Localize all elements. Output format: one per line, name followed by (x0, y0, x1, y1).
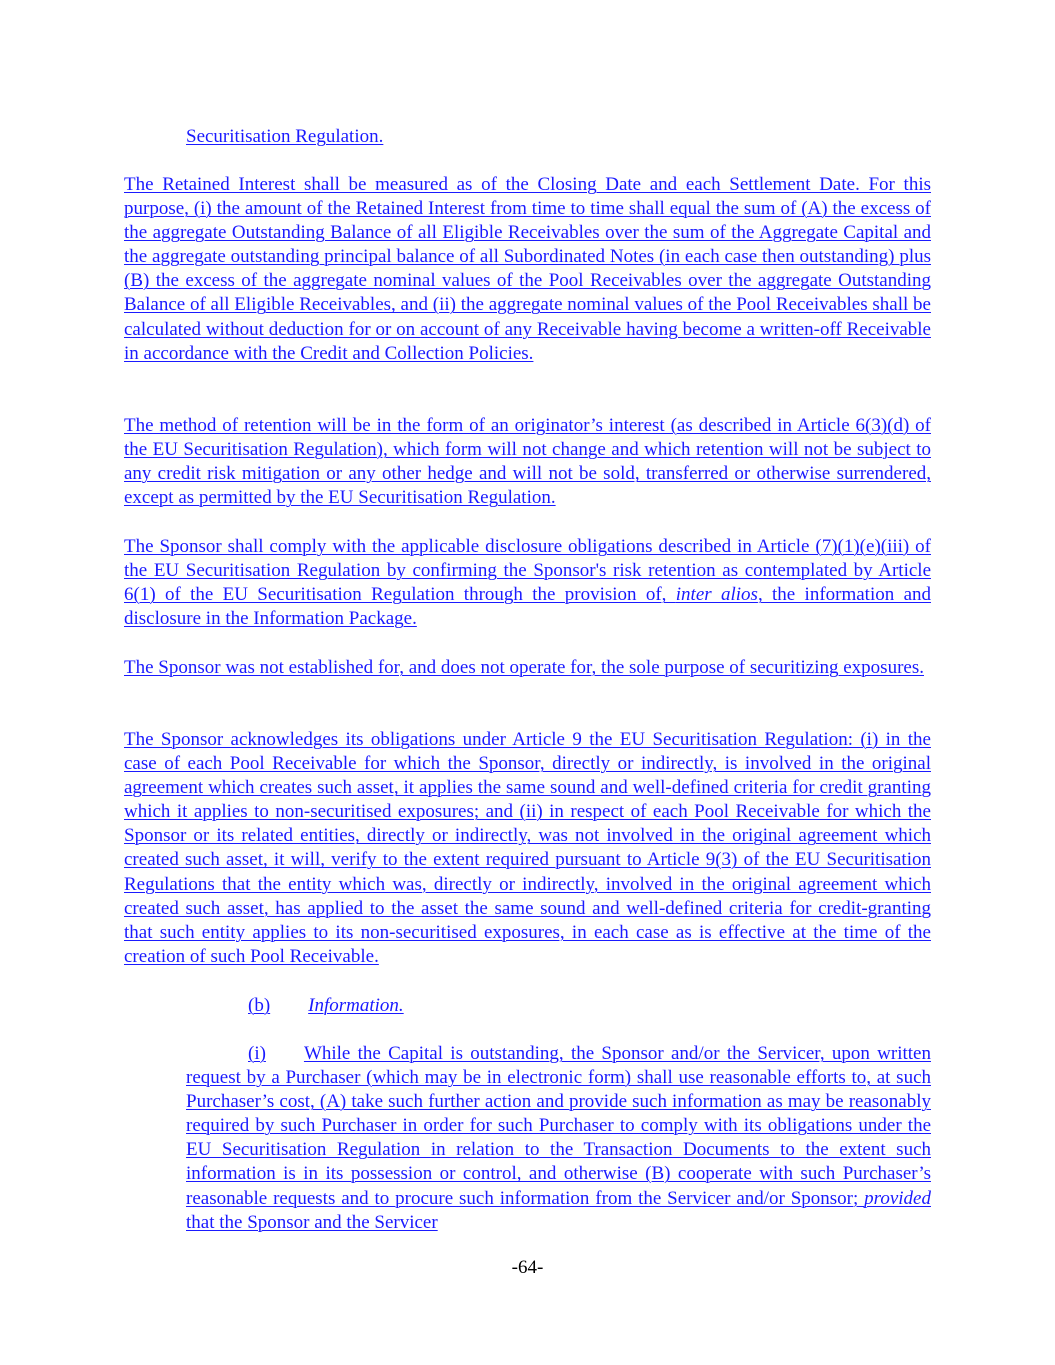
paragraph-italic-text: inter alios (675, 584, 758, 606)
paragraph-securitisation-regulation (186, 125, 931, 149)
section-title: Information. (308, 995, 404, 1016)
paragraph-text: The Sponsor was not established for, and does not operate for, the sole purpose of securitizing exposures. (124, 657, 924, 678)
paragraph-italic-text: provided (864, 1187, 931, 1209)
paragraph-method-of-retention (124, 414, 931, 510)
paragraph-text: The Retained Interest shall be measured as of the Closing Date and each Settlement Date. For this purpose, (i) the amount of the Retained Interest from time to time shall equal the sum of (A) the excess of the aggregate Outstanding Balance of all Eligible Receivables over the sum of the Aggregate Capital and the aggregate outstanding principal balance of all Subordinated Notes (in each case then outstanding) plus (B) the excess of the aggregate nominal values of the Pool Receivables over the aggregate Outstanding Balance of all Eligible Receivables, and (ii) the aggregate nominal values of the Pool Receivables shall be calculated without deduction for or on account of any Receivable having become a written-off Receivable in accordance with the Credit and Collection Policies. (124, 174, 931, 364)
paragraph-text: While the Capital is outstanding, the Sponsor and/or the Servicer, upon written request by a Purchaser (which may be in electronic form) shall use reasonable efforts to, at such Purchaser’s cost, (A) take such further action and provide such information as may be reasonably required by such Purchaser in order for such Purchaser to comply with its obligations under the EU Securitisation Regulation in relation to the Transaction Documents to the extent such information is in its possession or control, and otherwise (B) cooperate with such Purchaser’s reasonable requests and to procure such information from the Servicer and/or Sponsor; (186, 1043, 931, 1209)
clause-number: (i) (248, 1043, 266, 1064)
paragraph-sponsor-purpose (124, 656, 931, 680)
paragraph-article-9-obligations (124, 728, 931, 969)
section-heading-information (186, 994, 931, 1018)
paragraph-text: The method of retention will be in the form of an originator’s interest (as described in Article 6(3)(d) of the EU Securitisation Regulation), which form will not change and which retention will not be subject to any credit risk mitigation or any other hedge and will not be sold, transferred or otherwise surrendered, except as permitted by the EU Securitisation Regulation. (124, 415, 931, 509)
paragraph-text: , the information and disclosure in the Information Package. (124, 584, 931, 630)
paragraph-text: The Sponsor shall comply with the applicable disclosure obligations described in Article (7)(1)(e)(iii) of the EU Securitisation Regulation by confirming the Sponsor's risk retention as contemplated by Article 6(1) of the EU Securitisation Regulation through the provision of, (124, 536, 931, 606)
paragraph-retained-interest-measurement (124, 173, 931, 366)
paragraph-disclosure-obligations (124, 535, 931, 631)
section-number: (b) (248, 995, 271, 1016)
paragraph-text: The Sponsor acknowledges its obligations under Article 9 the EU Securitisation Regulation: (i) in the case of each Pool Receivable for which the Sponsor, directly or indirectly, is involved in the original agreement which creates such asset, it applies the same sound and well-defined criteria for credit granting which it applies to non-securitised exposures; and (ii) in respect of each Pool Receivable for which the Sponsor or its related entities, directly or indirectly, was not involved in the original agreement which created such asset, it will, verify to the extent required pursuant to Article 9(3) of the EU Securitisation Regulations that the entity which was, directly or indirectly, involved in the original agreement which created such asset, has applied to the asset the same sound and well-defined criteria for credit-granting that such entity applies to its non-securitised exposures, in each case as is effective at the time of the creation of such Pool Receivable. (124, 729, 931, 967)
paragraph-text: that the Sponsor and the Servicer (186, 1211, 438, 1233)
paragraph-text: Securitisation Regulation. (186, 126, 384, 147)
paragraph-information-clause-i (186, 1042, 931, 1235)
page-number: -64- (511, 1257, 544, 1278)
